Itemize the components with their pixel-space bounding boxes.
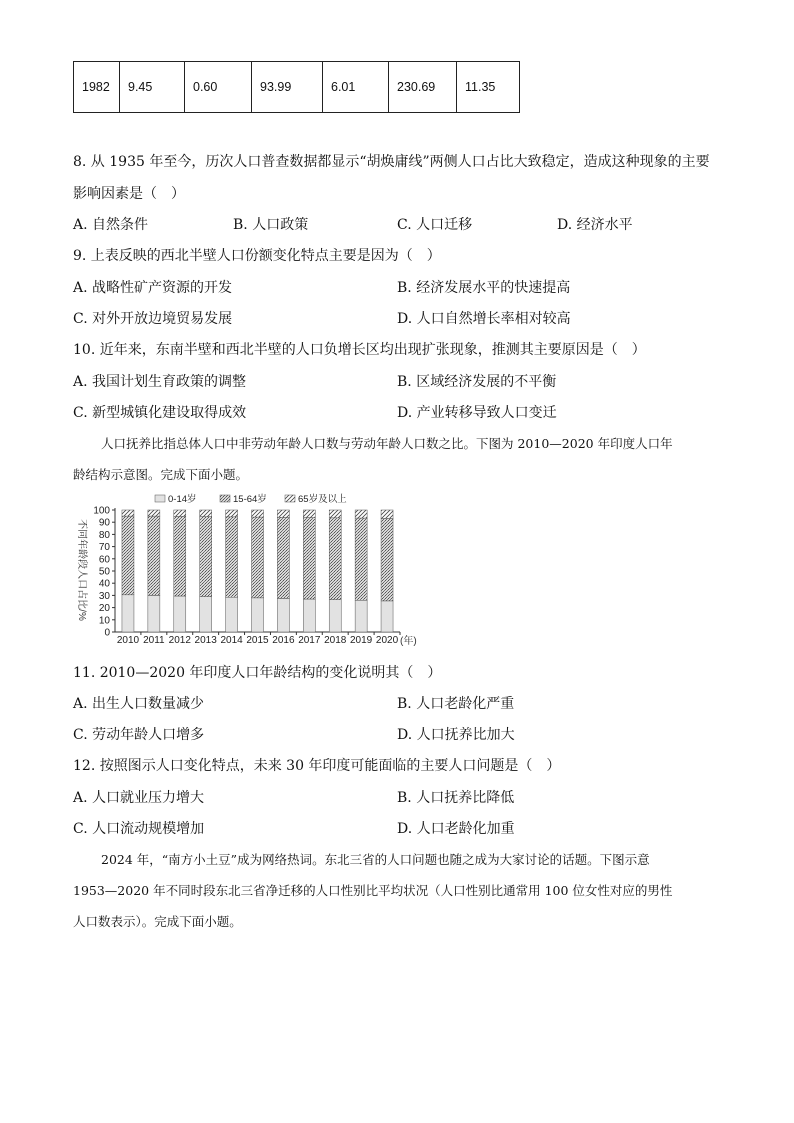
y-tick-label: 0 <box>104 627 110 639</box>
bar-segment-3 <box>226 510 238 517</box>
bar-segment-3 <box>329 510 341 518</box>
q9-option-b: B. 经济发展水平的快速提高 <box>397 280 571 296</box>
y-tick-label: 100 <box>93 505 110 517</box>
q12-option-b: B. 人口抚养比降低 <box>397 790 515 806</box>
age-structure-chart <box>70 490 430 650</box>
y-tick-label: 20 <box>98 603 110 615</box>
x-tick-label: 2013 <box>194 635 217 646</box>
y-tick-label: 90 <box>98 517 110 529</box>
y-tick-label: 10 <box>98 615 110 627</box>
q10-option-b: B. 区域经济发展的不平衡 <box>397 374 557 390</box>
q11-option-a: A. 出生人口数量减少 <box>73 696 205 712</box>
bar-segment-3 <box>252 510 264 517</box>
q12-option-c: C. 人口流动规模增加 <box>73 821 205 837</box>
bar-segment-2 <box>277 517 289 598</box>
bar-segment-1 <box>303 599 315 632</box>
legend-swatch <box>285 495 295 502</box>
table-cell: 11.35 <box>457 62 520 113</box>
q10-option-d: D. 产业转移导致人口变迁 <box>397 405 557 421</box>
x-tick-label: 2014 <box>220 635 243 646</box>
intro2-paragraph-line1: 2024 年，“南方小土豆”成为网络热词。东北三省的人口问题也随之成为大家讨论的话题。下图示意 <box>101 852 650 867</box>
bar-segment-2 <box>200 517 212 597</box>
legend-label: 15-64岁 <box>233 494 267 505</box>
q9-option-c: C. 对外开放边境贸易发展 <box>73 311 233 327</box>
x-tick-label: 2018 <box>324 635 347 646</box>
table-row <box>74 62 520 113</box>
legend-swatch <box>220 495 230 502</box>
y-tick-label: 40 <box>98 578 110 590</box>
bar-segment-2 <box>252 517 264 598</box>
q12-option-d: D. 人口老龄化加重 <box>397 821 515 837</box>
population-share-table <box>73 61 520 113</box>
x-tick-label: 2010 <box>116 635 140 646</box>
bar-segment-2 <box>148 516 160 595</box>
y-tick-label: 80 <box>98 529 110 541</box>
bar-segment-2 <box>122 516 134 595</box>
intro-paragraph-line1: 人口抚养比指总体人口中非劳动年龄人口数与劳动年龄人口数之比。下图为 2010—2020 年印度人口年 <box>101 436 673 451</box>
q11-option-d: D. 人口抚养比加大 <box>397 727 515 743</box>
bar-segment-1 <box>226 597 238 632</box>
q8-option-a: A. 自然条件 <box>73 217 149 233</box>
bar-segment-3 <box>174 510 186 516</box>
x-axis-unit: (年) <box>400 636 417 647</box>
bar-segment-2 <box>381 518 393 600</box>
x-tick-label: 2020 <box>375 635 399 646</box>
bar-segment-2 <box>329 518 341 600</box>
q9-option-a: A. 战略性矿产资源的开发 <box>73 280 233 296</box>
q11-stem: 11. 2010—2020 年印度人口年龄结构的变化说明其（ ） <box>73 665 442 681</box>
y-axis-label: 不同年龄段人口占比/% <box>76 519 87 621</box>
table-cell: 1982 <box>74 62 120 113</box>
y-tick-label: 70 <box>98 542 110 554</box>
q8-stem-line1: 8. 从 1935 年至今，历次人口普查数据都显示“胡焕庸线”两侧人口占比大致稳定，造成这种现象的主要 <box>73 154 710 170</box>
bar-segment-2 <box>303 518 315 599</box>
y-tick-label: 60 <box>98 554 110 566</box>
q10-stem: 10. 近年来，东南半壁和西北半壁的人口负增长区均出现扩张现象，推测其主要原因是（ ） <box>73 342 646 358</box>
bar-segment-1 <box>174 596 186 632</box>
table-cell: 9.45 <box>120 62 185 113</box>
bar-segment-3 <box>303 510 315 518</box>
intro2-paragraph-line3: 人口数表示）。完成下面小题。 <box>73 914 242 929</box>
table-cell: 93.99 <box>252 62 323 113</box>
q9-option-d: D. 人口自然增长率相对较高 <box>397 311 571 327</box>
chart-axes <box>93 506 400 639</box>
x-tick-label: 2015 <box>246 635 269 646</box>
bar-segment-1 <box>329 600 341 632</box>
q11-option-c: C. 劳动年龄人口增多 <box>73 727 205 743</box>
q10-option-c: C. 新型城镇化建设取得成效 <box>73 405 247 421</box>
bar-segment-2 <box>226 517 238 597</box>
intro-paragraph-line2: 龄结构示意图。完成下面小题。 <box>73 467 249 482</box>
x-tick-label: 2012 <box>168 635 191 646</box>
bar-segment-3 <box>200 510 212 517</box>
q10-option-a: A. 我国计划生育政策的调整 <box>73 374 247 390</box>
legend-label: 0-14岁 <box>168 494 197 505</box>
intro2-paragraph-line2: 1953—2020 年不同时段东北三省净迁移的人口性别比平均状况（人口性别比通常用 100 位女性对应的男性 <box>73 883 673 898</box>
table-cell: 6.01 <box>323 62 389 113</box>
legend-label: 65岁及以上 <box>298 494 347 505</box>
y-tick-label: 30 <box>98 590 110 602</box>
bar-segment-1 <box>148 595 160 632</box>
bar-segment-3 <box>122 510 134 516</box>
bar-segment-1 <box>381 601 393 632</box>
y-tick-label: 50 <box>98 566 110 578</box>
x-tick-label: 2019 <box>350 635 373 646</box>
chart-bars <box>117 510 400 646</box>
table-cell: 0.60 <box>185 62 252 113</box>
x-tick-label: 2016 <box>272 635 295 646</box>
q9-stem: 9. 上表反映的西北半壁人口份额变化特点主要是因为（ ） <box>73 248 441 264</box>
x-tick-label: 2011 <box>143 635 165 646</box>
bar-segment-1 <box>252 598 264 632</box>
bar-segment-1 <box>122 595 134 632</box>
q8-stem-line2: 影响因素是（ ） <box>73 186 185 202</box>
q12-stem: 12. 按照图示人口变化特点，未来 30 年印度可能面临的主要人口问题是（ ） <box>73 758 561 774</box>
q11-option-b: B. 人口老龄化严重 <box>397 696 515 712</box>
bar-segment-2 <box>174 516 186 596</box>
chart-legend <box>155 493 347 505</box>
x-tick-label: 2017 <box>298 635 321 646</box>
bar-segment-1 <box>355 600 367 632</box>
q8-option-b: B. 人口政策 <box>233 217 309 233</box>
q8-option-c: C. 人口迁移 <box>397 217 473 233</box>
bar-segment-1 <box>200 597 212 632</box>
legend-swatch <box>155 495 165 502</box>
bar-segment-2 <box>355 518 367 600</box>
bar-segment-3 <box>277 510 289 517</box>
q8-option-d: D. 经济水平 <box>557 217 633 233</box>
q12-option-a: A. 人口就业压力增大 <box>73 790 205 806</box>
bar-segment-1 <box>277 598 289 632</box>
bar-segment-3 <box>355 510 367 518</box>
table-cell: 230.69 <box>389 62 457 113</box>
bar-segment-3 <box>381 510 393 518</box>
bar-segment-3 <box>148 510 160 516</box>
